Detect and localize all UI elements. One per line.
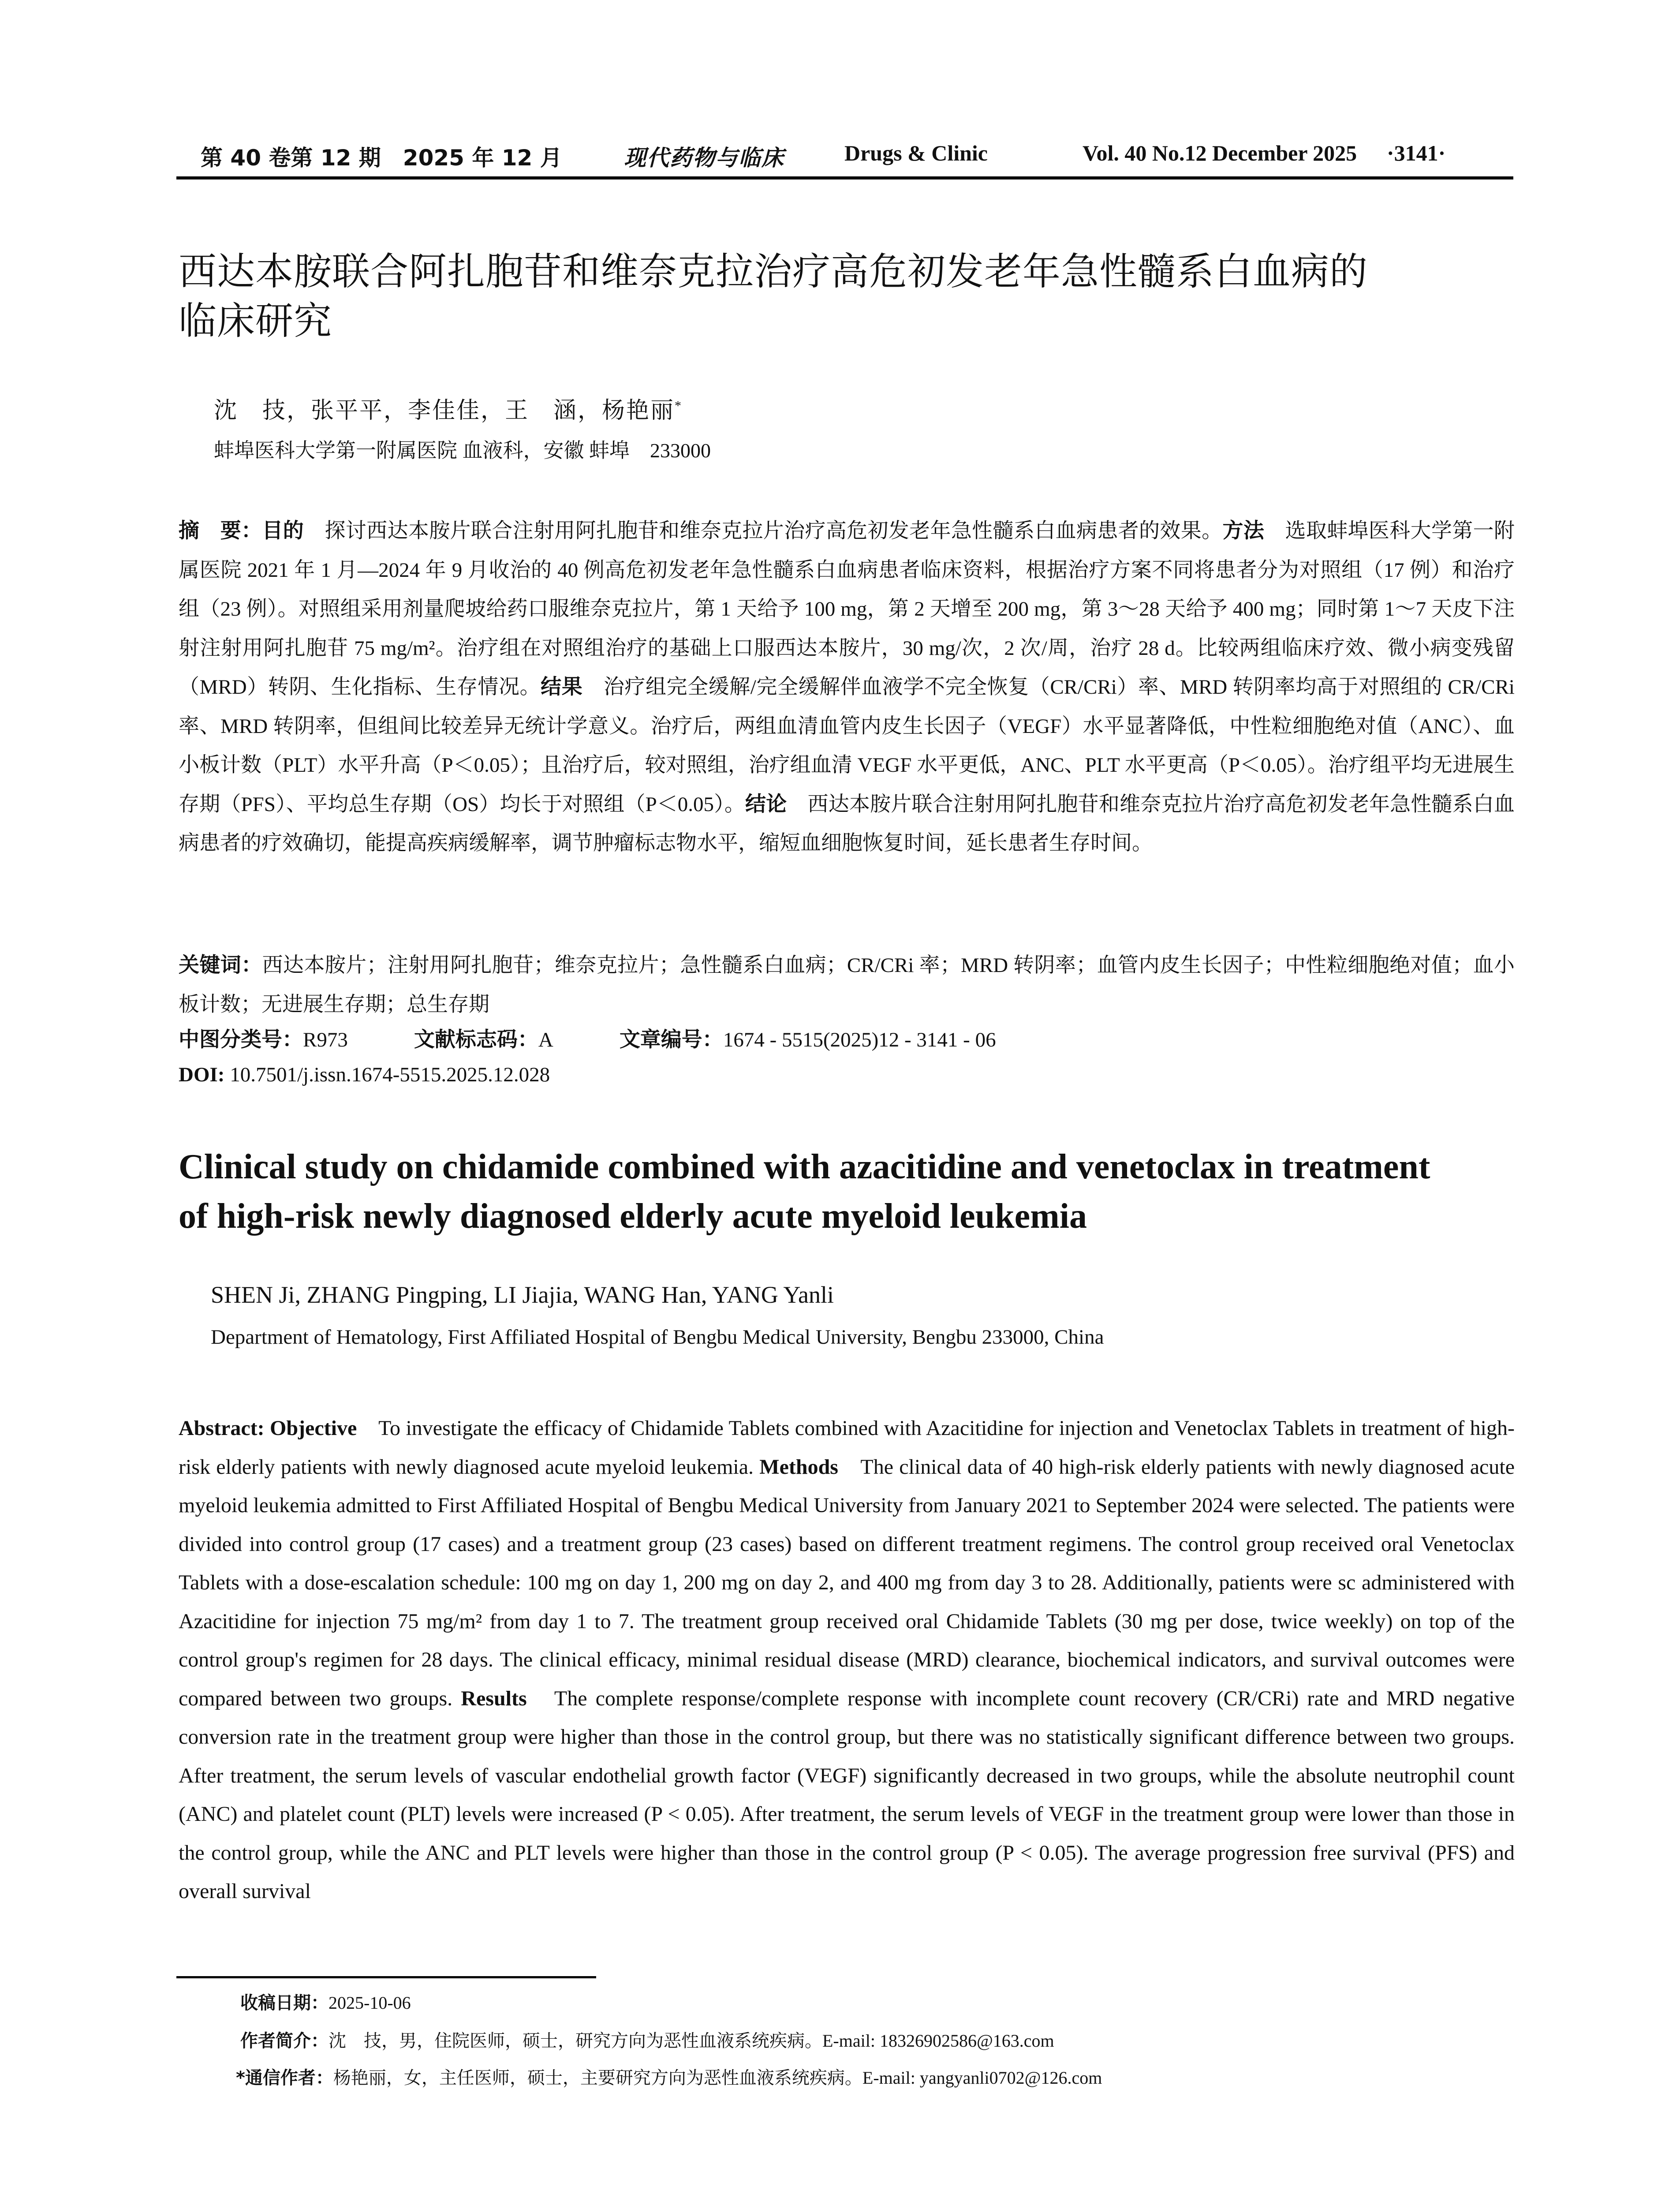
methods-en-text: The clinical data of 40 high-risk elderly patients with newly diagnosed acute myeloid leukemia admitted to First Affiliated Hospital of Bengbu Medical University from January 2021 to September 2024 were selected. The patients were divided into control group (17 cases) and a treatment group (23 cases) based on different treatment regimens. The control group received oral Venetoclax Tablets with a dose-escalation schedule: 100 mg on day 1, 200 mg on day 2, and 400 mg from day 3 to 28. Additionally, patients were sc administered with Azacitidine for injection 75 mg/m² from day 1 to 7. The treatment group received oral Chidamide Tablets (30 mg per dose, twice weekly) on top of the control group's regimen for 28 days. The clinical efficacy, minimal residual disease (MRD) clearance, biochemical indicators, and survival outcomes were compared between two groups. xyxy=(179,1455,1515,1710)
authors-cn xyxy=(214,392,683,425)
objective-en-label: Objective xyxy=(270,1416,357,1440)
received-label: 收稿日期： xyxy=(240,1993,329,2013)
abstract-en xyxy=(179,1409,1515,1911)
authors-cn-names: 沈 技，张平平，李佳佳，王 涵，杨艳丽 xyxy=(214,398,675,423)
keywords-cn xyxy=(179,946,1515,1024)
objective-cn-text: 探讨西达本胺片联合注射用阿扎胞苷和维奈克拉片治疗高危初发老年急性髓系白血病患者的效果。 xyxy=(304,519,1223,542)
conclusion-cn-text: 西达本胺片联合注射用阿扎胞苷和维奈克拉片治疗高危初发老年急性髓系白血病患者的疗效确切，能提高疾病缓解率，调节肿瘤标志物水平，缩短血细胞恢复时间，延长患者生存时间。 xyxy=(179,792,1515,855)
received-value: 2025-10-06 xyxy=(329,1993,411,2013)
methods-cn-text: 选取蚌埠医科大学第一附属医院 2021 年 1 月—2024 年 9 月收治的 40 例高危初发老年急性髓系白血病患者临床资料，根据治疗方案不同将患者分为对照组（17 例）和治疗组（23 例）。对照组采用剂量爬坡给药口服维奈克拉片，第 1 天给予 100 mg，第 2 天增至 200 mg，第 3～28 天给予 400 mg；同时第 1～7 天皮下注射注射用阿扎胞苷 75 mg/m²。治疗组在对照组治疗的基础上口服西达本胺片，30 mg/次，2 次/周，治疗 28 d。比较两组临床疗效、微小病变残留（MRD）转阴、生化指标、生存情况。 xyxy=(179,519,1515,699)
results-en-text: The complete response/complete response with incomplete count recovery (CR/CRi) rate and MRD negative conversion rate in the treatment group were higher than those in the control group, but there was no statistically significant difference between two groups. After treatment, the serum levels of vascular endothelial growth factor (VEGF) significantly decreased in two groups, while the absolute neutrophil count (ANC) and platelet count (PLT) levels were increased (P < 0.05). After treatment, the serum levels of VEGF in the treatment group were lower than those in the control group, while the ANC and PLT levels were higher than those in the control group (P < 0.05). The average progression free survival (PFS) and overall survival xyxy=(179,1686,1515,1903)
classification-line xyxy=(179,1023,996,1053)
conclusion-cn-label: 结论 xyxy=(745,792,787,816)
author-bio-label: 作者简介： xyxy=(240,2031,329,2051)
methods-en-label: Methods xyxy=(759,1455,838,1479)
header-volume-en: Vol. 40 No.12 December 2025 xyxy=(1083,141,1357,165)
title-cn-line2: 临床研究 xyxy=(179,299,332,343)
article-no-value: 1674 - 5515(2025)12 - 3141 - 06 xyxy=(723,1028,996,1051)
doi-label: DOI: xyxy=(179,1063,225,1086)
affiliation-en: Department of Hematology, First Affiliated Hospital of Bengbu Medical University, Bengbu 233000, China xyxy=(211,1326,1104,1349)
title-en-line1: Clinical study on chidamide combined with azacitidine and venetoclax in treatment xyxy=(179,1147,1430,1186)
objective-en-text: To investigate the efficacy of Chidamide Tablets combined with Azacitidine for injection and Venetoclax Tablets in treatment of high-risk elderly patients with newly diagnosed acute myeloid leukemia. xyxy=(179,1416,1515,1479)
title-en-line2: of high-risk newly diagnosed elderly acute myeloid leukemia xyxy=(179,1197,1087,1236)
keywords-cn-text: 西达本胺片；注射用阿扎胞苷；维奈克拉片；急性髓系白血病；CR/CRi 率；MRD 转阴率；血管内皮生长因子；中性粒细胞绝对值；血小板计数；无进展生存期；总生存期 xyxy=(179,954,1515,1016)
abstract-cn-label: 摘 要： xyxy=(179,519,262,543)
doc-code-label: 文献标志码： xyxy=(414,1028,538,1052)
author-bio-value: 沈 技，男，住院医师，硕士，研究方向为恶性血液系统疾病。E-mail: 18326902586@163.com xyxy=(329,2031,1054,2051)
abstract-en-label: Abstract: xyxy=(179,1416,270,1440)
title-cn xyxy=(179,247,1523,346)
doi-line xyxy=(179,1063,550,1087)
methods-cn-label: 方法 xyxy=(1222,519,1265,543)
footnote-corresponding-author xyxy=(236,2064,1102,2089)
article-no-label: 文章编号： xyxy=(619,1028,723,1052)
keywords-cn-label: 关键词： xyxy=(179,953,262,977)
clc-value: R973 xyxy=(303,1028,348,1051)
footnote-author-bio xyxy=(240,2027,1054,2052)
doc-code-value: A xyxy=(538,1028,553,1051)
clc-label: 中图分类号： xyxy=(179,1028,303,1052)
running-header xyxy=(179,140,1512,171)
header-page-number: ·3141· xyxy=(1387,141,1446,165)
objective-cn-label: 目的 xyxy=(262,519,304,543)
affiliation-cn: 蚌埠医科大学第一附属医院 血液科，安徽 蚌埠 233000 xyxy=(214,439,711,462)
corresponding-author-mark: * xyxy=(675,398,683,413)
header-journal-cn: 现代药物与临床 xyxy=(624,145,784,171)
footnote-received-date xyxy=(240,1989,411,2014)
authors-en: SHEN Ji, ZHANG Pingping, LI Jiajia, WANG Han, YANG Yanli xyxy=(211,1282,834,1308)
corresponding-value: 杨艳丽，女，主任医师，硕士，主要研究方向为恶性血液系统疾病。E-mail: yangyanli0702@126.com xyxy=(333,2068,1102,2088)
header-journal-en: Drugs & Clinic xyxy=(844,141,988,165)
footnote-rule xyxy=(176,1976,596,1978)
results-cn-text: 治疗组完全缓解/完全缓解伴血液学不完全恢复（CR/CRi）率、MRD 转阴率均高于对照组的 CR/CRi 率、MRD 转阴率，但组间比较差异无统计学意义。治疗后，两组血清血管内皮生长因子（VEGF）水平显著降低，中性粒细胞绝对值（ANC）、血小板计数（PLT）水平升高（P＜0.05）；且治疗后，较对照组，治疗组血清 VEGF 水平更低，ANC、PLT 水平更高（P＜0.05）。治疗组平均无进展生存期（PFS）、平均总生存期（OS）均长于对照组（P＜0.05）。 xyxy=(179,676,1515,816)
results-en-label: Results xyxy=(461,1686,527,1710)
header-issue-cn: 第 40 卷第 12 期 2025 年 12 月 xyxy=(201,145,562,171)
abstract-cn xyxy=(179,512,1515,863)
doi-value[interactable]: 10.7501/j.issn.1674-5515.2025.12.028 xyxy=(224,1063,550,1086)
header-rule xyxy=(176,176,1513,179)
title-cn-line1: 西达本胺联合阿扎胞苷和维奈克拉治疗高危初发老年急性髓系白血病的 xyxy=(179,250,1368,294)
results-cn-label: 结果 xyxy=(541,675,583,699)
title-en xyxy=(179,1142,1519,1241)
corresponding-label: *通信作者： xyxy=(236,2068,333,2088)
